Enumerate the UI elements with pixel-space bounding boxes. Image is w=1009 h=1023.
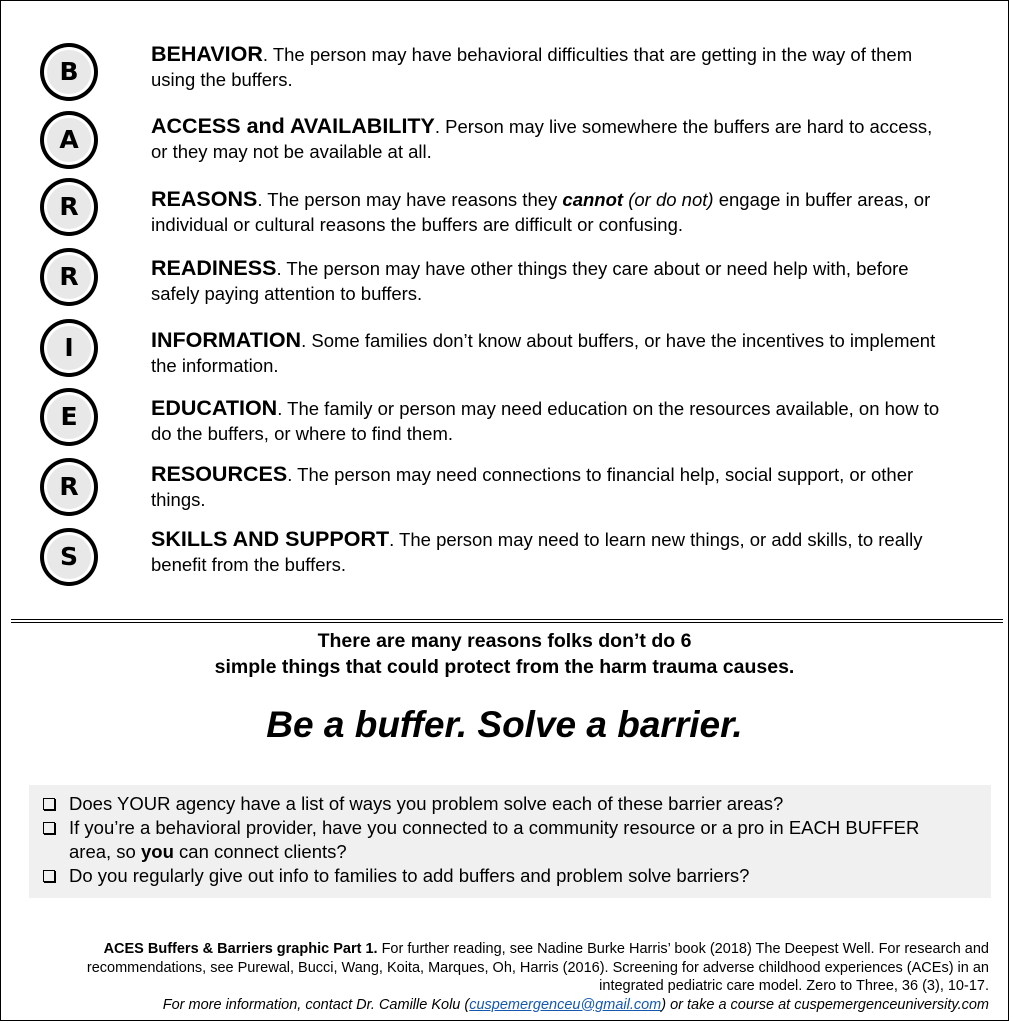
question-emphasis: you — [141, 841, 174, 862]
badge-letter: R — [59, 262, 79, 291]
barrier-heading: EDUCATION — [151, 396, 278, 420]
section-divider — [11, 619, 1003, 620]
barrier-heading: ACCESS and AVAILABILITY — [151, 114, 435, 138]
question-text-after: can connect clients? — [173, 841, 347, 862]
question-text-before: If you’re a behavioral provider, have you connected to a community resource or a pro in EACH BUFFER area, so — [69, 817, 920, 862]
question-text — [69, 816, 949, 864]
barrier-row-access — [40, 108, 980, 178]
questions-box — [29, 785, 991, 898]
barrier-description — [151, 527, 941, 577]
barrier-heading: REASONS — [151, 187, 258, 211]
footer-citation — [9, 940, 989, 1014]
barrier-text: . Some families don’t know about buffers, or have the incentives to implement the information. — [151, 330, 936, 376]
barrier-text: . The person may have reasons they — [257, 189, 563, 210]
badge-letter: R — [59, 472, 79, 501]
barrier-text: . The family or person may need education on the resources available, on how to do the buffers, or where to find them. — [151, 398, 940, 444]
barrier-description — [151, 396, 941, 446]
section-divider-inner — [11, 622, 1003, 623]
letter-badge-icon — [40, 43, 98, 101]
footer-line-1 — [9, 940, 989, 959]
question-text: Does YOUR agency have a list of ways you problem solve each of these barrier areas? — [69, 793, 784, 814]
letter-badge-icon — [40, 248, 98, 306]
barrier-row-skills — [40, 525, 980, 595]
badge-letter: S — [59, 542, 78, 571]
barrier-text: . The person may need to learn new things, or add skills, to really benefit from the buffers. — [151, 529, 923, 575]
footer-contact-before: For more information, contact Dr. Camille Kolu ( — [162, 996, 470, 1013]
barrier-text: . The person may have behavioral difficulties that are getting in the way of them using the buffers. — [151, 44, 913, 90]
badge-letter: E — [60, 402, 78, 431]
barrier-row-education — [40, 385, 980, 455]
badge-letter: B — [59, 57, 79, 86]
checkbox-icon[interactable] — [43, 798, 55, 810]
letter-badge-icon — [40, 528, 98, 586]
barrier-row-reasons — [40, 175, 980, 245]
barrier-heading: BEHAVIOR — [151, 42, 263, 66]
barrier-heading: RESOURCES — [151, 462, 288, 486]
badge-letter: R — [59, 192, 79, 221]
barrier-description — [151, 256, 941, 306]
lead-line-2: simple things that could protect from the harm trauma causes. — [214, 656, 795, 678]
barrier-text: . The person may have other things they care about or need help with, before safely paying attention to buffers. — [151, 258, 909, 304]
barrier-row-readiness — [40, 245, 980, 315]
barrier-text: . The person may need connections to financial help, social support, or other things. — [151, 464, 914, 510]
footer-line-1-text: For further reading, see Nadine Burke Harris’ book (2018) The Deepest Well. For research and — [377, 941, 989, 957]
checkbox-icon[interactable] — [43, 822, 55, 834]
footer-line-2: recommendations, see Purewal, Bucci, Wang, Koita, Marques, Oh, Harris (2016). Screening for adverse childhood experiences (ACEs) in an — [86, 959, 989, 976]
footer-bold-lead: ACES Buffers & Barriers graphic Part 1. — [103, 941, 378, 957]
badge-letter: A — [59, 125, 79, 154]
letter-badge-icon — [40, 178, 98, 236]
letter-badge-icon — [40, 388, 98, 446]
slogan: Be a buffer. Solve a barrier. — [266, 704, 743, 745]
barrier-row-resources — [40, 455, 980, 525]
letter-badge-icon — [40, 111, 98, 169]
barrier-description — [151, 114, 941, 164]
barrier-heading: SKILLS AND SUPPORT — [151, 527, 390, 551]
footer-contact-after: ) or take a course at cuspemergenceuniversity.com — [661, 996, 989, 1013]
barrier-heading: READINESS — [151, 256, 277, 280]
barrier-text: . Person may live somewhere the buffers are hard to access, or they may not be available at all. — [151, 116, 933, 162]
barrier-description — [151, 462, 941, 512]
barrier-heading: INFORMATION — [151, 328, 302, 352]
barrier-description — [151, 187, 941, 237]
checkbox-icon[interactable] — [43, 870, 55, 882]
badge-letter: I — [64, 333, 74, 362]
question-text: Do you regularly give out info to families to add buffers and problem solve barriers? — [69, 865, 750, 886]
letter-badge-icon — [40, 319, 98, 377]
letter-badge-icon — [40, 458, 98, 516]
barrier-description — [151, 42, 941, 92]
barrier-description — [151, 328, 941, 378]
footer-contact — [9, 996, 989, 1015]
footer-line-3: integrated pediatric care model. Zero to Three, 36 (3), 10-17. — [599, 978, 989, 994]
barrier-emphasis-italic: (or do not) — [623, 189, 714, 210]
email-link[interactable]: cuspemergenceu@gmail.com — [469, 996, 662, 1013]
barrier-text-after: engage in buffer areas, or individual or cultural reasons the buffers are difficult or confusing. — [151, 189, 931, 235]
lead-line-1: There are many reasons folks don’t do 6 — [317, 630, 692, 652]
barrier-row-information — [40, 316, 980, 386]
barrier-row-behavior — [40, 40, 980, 110]
barrier-emphasis: cannot — [562, 189, 624, 210]
lead-statement — [0, 628, 1009, 680]
